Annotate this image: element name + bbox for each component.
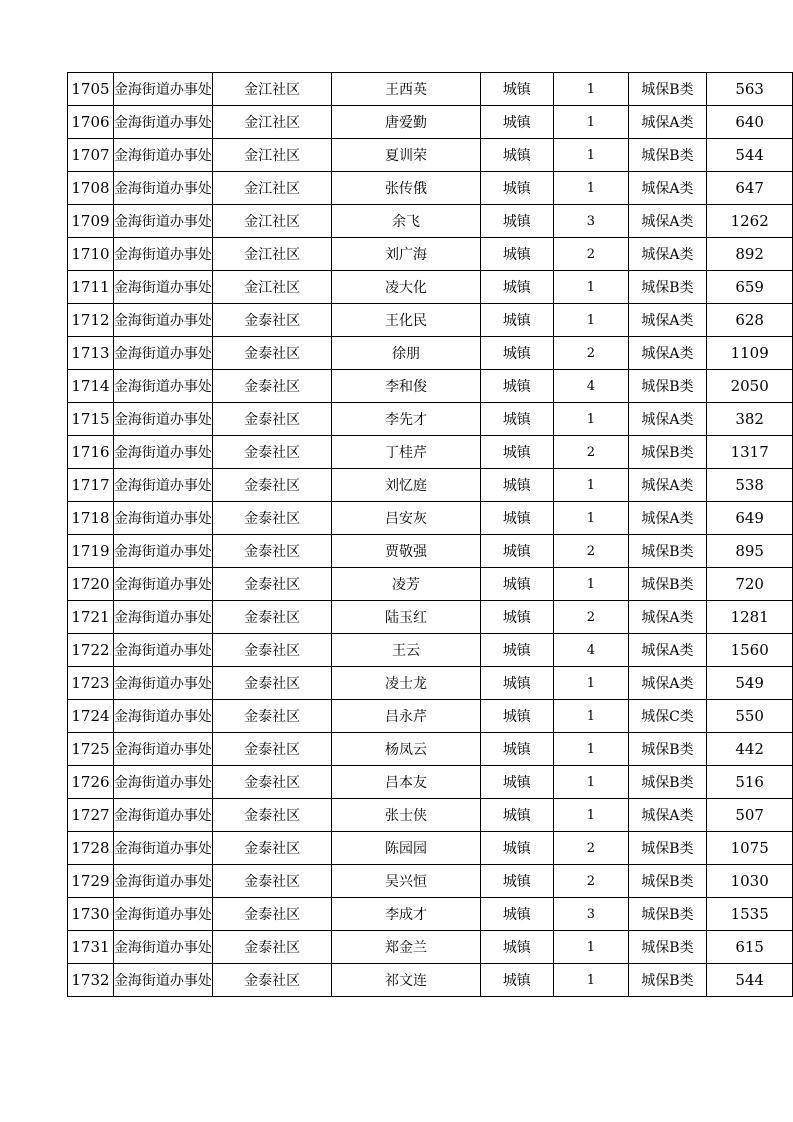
community-cell: 金江社区 <box>212 73 331 106</box>
insurance-category-cell: 城保C类 <box>628 700 707 733</box>
row-number-cell: 1732 <box>68 964 114 997</box>
person-name-cell: 凌芳 <box>332 568 480 601</box>
household-type-cell: 城镇 <box>480 106 554 139</box>
amount-cell: 544 <box>707 964 793 997</box>
member-count-cell: 1 <box>554 469 628 502</box>
person-name-cell: 吕本友 <box>332 766 480 799</box>
member-count-cell: 4 <box>554 634 628 667</box>
row-number-cell: 1717 <box>68 469 114 502</box>
table-row <box>68 733 793 766</box>
person-name-cell: 贾敬强 <box>332 535 480 568</box>
office-cell: 金海街道办事处 <box>113 667 212 700</box>
insurance-category-cell: 城保B类 <box>628 733 707 766</box>
household-type-cell: 城镇 <box>480 271 554 304</box>
community-cell: 金泰社区 <box>212 700 331 733</box>
community-cell: 金泰社区 <box>212 337 331 370</box>
member-count-cell: 1 <box>554 766 628 799</box>
row-number-cell: 1718 <box>68 502 114 535</box>
office-cell: 金海街道办事处 <box>113 73 212 106</box>
office-cell: 金海街道办事处 <box>113 205 212 238</box>
person-name-cell: 夏训荣 <box>332 139 480 172</box>
row-number-cell: 1719 <box>68 535 114 568</box>
row-number-cell: 1720 <box>68 568 114 601</box>
household-type-cell: 城镇 <box>480 898 554 931</box>
household-type-cell: 城镇 <box>480 370 554 403</box>
amount-cell: 895 <box>707 535 793 568</box>
row-number-cell: 1705 <box>68 73 114 106</box>
community-cell: 金泰社区 <box>212 304 331 337</box>
insurance-category-cell: 城保B类 <box>628 832 707 865</box>
community-cell: 金泰社区 <box>212 634 331 667</box>
member-count-cell: 1 <box>554 304 628 337</box>
table-row <box>68 799 793 832</box>
row-number-cell: 1721 <box>68 601 114 634</box>
household-type-cell: 城镇 <box>480 832 554 865</box>
row-number-cell: 1715 <box>68 403 114 436</box>
person-name-cell: 王云 <box>332 634 480 667</box>
person-name-cell: 陆玉红 <box>332 601 480 634</box>
member-count-cell: 1 <box>554 667 628 700</box>
member-count-cell: 2 <box>554 337 628 370</box>
amount-cell: 550 <box>707 700 793 733</box>
row-number-cell: 1731 <box>68 931 114 964</box>
row-number-cell: 1716 <box>68 436 114 469</box>
household-type-cell: 城镇 <box>480 733 554 766</box>
insurance-category-cell: 城保B类 <box>628 139 707 172</box>
row-number-cell: 1726 <box>68 766 114 799</box>
community-cell: 金江社区 <box>212 172 331 205</box>
amount-cell: 1560 <box>707 634 793 667</box>
community-cell: 金泰社区 <box>212 733 331 766</box>
insurance-category-cell: 城保B类 <box>628 535 707 568</box>
amount-cell: 563 <box>707 73 793 106</box>
person-name-cell: 祁文连 <box>332 964 480 997</box>
member-count-cell: 3 <box>554 898 628 931</box>
row-number-cell: 1712 <box>68 304 114 337</box>
row-number-cell: 1707 <box>68 139 114 172</box>
household-type-cell: 城镇 <box>480 931 554 964</box>
table-row <box>68 964 793 997</box>
amount-cell: 516 <box>707 766 793 799</box>
community-cell: 金泰社区 <box>212 370 331 403</box>
person-name-cell: 凌士龙 <box>332 667 480 700</box>
row-number-cell: 1730 <box>68 898 114 931</box>
person-name-cell: 唐爱勤 <box>332 106 480 139</box>
office-cell: 金海街道办事处 <box>113 370 212 403</box>
table-row <box>68 865 793 898</box>
row-number-cell: 1708 <box>68 172 114 205</box>
office-cell: 金海街道办事处 <box>113 964 212 997</box>
office-cell: 金海街道办事处 <box>113 271 212 304</box>
row-number-cell: 1728 <box>68 832 114 865</box>
person-name-cell: 杨凤云 <box>332 733 480 766</box>
member-count-cell: 1 <box>554 73 628 106</box>
row-number-cell: 1722 <box>68 634 114 667</box>
amount-cell: 2050 <box>707 370 793 403</box>
household-type-cell: 城镇 <box>480 403 554 436</box>
row-number-cell: 1723 <box>68 667 114 700</box>
table-row <box>68 700 793 733</box>
household-type-cell: 城镇 <box>480 139 554 172</box>
insurance-category-cell: 城保B类 <box>628 766 707 799</box>
insurance-category-cell: 城保A类 <box>628 469 707 502</box>
member-count-cell: 1 <box>554 700 628 733</box>
household-type-cell: 城镇 <box>480 337 554 370</box>
household-type-cell: 城镇 <box>480 766 554 799</box>
office-cell: 金海街道办事处 <box>113 898 212 931</box>
member-count-cell: 1 <box>554 172 628 205</box>
office-cell: 金海街道办事处 <box>113 238 212 271</box>
insurance-category-cell: 城保B类 <box>628 964 707 997</box>
member-count-cell: 1 <box>554 568 628 601</box>
community-cell: 金泰社区 <box>212 469 331 502</box>
community-cell: 金江社区 <box>212 139 331 172</box>
household-type-cell: 城镇 <box>480 601 554 634</box>
amount-cell: 1075 <box>707 832 793 865</box>
table-row <box>68 403 793 436</box>
office-cell: 金海街道办事处 <box>113 304 212 337</box>
table-row <box>68 502 793 535</box>
office-cell: 金海街道办事处 <box>113 700 212 733</box>
amount-cell: 1535 <box>707 898 793 931</box>
person-name-cell: 余飞 <box>332 205 480 238</box>
office-cell: 金海街道办事处 <box>113 337 212 370</box>
community-cell: 金泰社区 <box>212 502 331 535</box>
amount-cell: 549 <box>707 667 793 700</box>
community-cell: 金泰社区 <box>212 436 331 469</box>
insurance-category-cell: 城保A类 <box>628 304 707 337</box>
table-row <box>68 766 793 799</box>
member-count-cell: 1 <box>554 139 628 172</box>
insurance-category-cell: 城保A类 <box>628 205 707 238</box>
table-row <box>68 832 793 865</box>
amount-cell: 544 <box>707 139 793 172</box>
table-row <box>68 469 793 502</box>
table-row <box>68 436 793 469</box>
member-count-cell: 2 <box>554 601 628 634</box>
person-name-cell: 吕安灰 <box>332 502 480 535</box>
row-number-cell: 1727 <box>68 799 114 832</box>
insurance-category-cell: 城保A类 <box>628 601 707 634</box>
insurance-category-cell: 城保A类 <box>628 238 707 271</box>
row-number-cell: 1714 <box>68 370 114 403</box>
household-type-cell: 城镇 <box>480 865 554 898</box>
amount-cell: 892 <box>707 238 793 271</box>
amount-cell: 442 <box>707 733 793 766</box>
amount-cell: 720 <box>707 568 793 601</box>
table-row <box>68 172 793 205</box>
insurance-category-cell: 城保B类 <box>628 73 707 106</box>
insurance-category-cell: 城保B类 <box>628 898 707 931</box>
person-name-cell: 丁桂芹 <box>332 436 480 469</box>
member-count-cell: 1 <box>554 733 628 766</box>
table-row <box>68 898 793 931</box>
person-name-cell: 徐朋 <box>332 337 480 370</box>
row-number-cell: 1729 <box>68 865 114 898</box>
amount-cell: 628 <box>707 304 793 337</box>
household-type-cell: 城镇 <box>480 799 554 832</box>
member-count-cell: 1 <box>554 931 628 964</box>
insurance-category-cell: 城保A类 <box>628 337 707 370</box>
insurance-category-cell: 城保A类 <box>628 799 707 832</box>
member-count-cell: 2 <box>554 436 628 469</box>
office-cell: 金海街道办事处 <box>113 535 212 568</box>
member-count-cell: 3 <box>554 205 628 238</box>
insurance-category-cell: 城保A类 <box>628 634 707 667</box>
table-row <box>68 535 793 568</box>
insurance-category-cell: 城保A类 <box>628 172 707 205</box>
amount-cell: 1317 <box>707 436 793 469</box>
household-type-cell: 城镇 <box>480 238 554 271</box>
table-row <box>68 106 793 139</box>
office-cell: 金海街道办事处 <box>113 601 212 634</box>
row-number-cell: 1710 <box>68 238 114 271</box>
amount-cell: 1109 <box>707 337 793 370</box>
household-type-cell: 城镇 <box>480 634 554 667</box>
person-name-cell: 刘忆庭 <box>332 469 480 502</box>
table-row <box>68 667 793 700</box>
office-cell: 金海街道办事处 <box>113 172 212 205</box>
member-count-cell: 1 <box>554 271 628 304</box>
office-cell: 金海街道办事处 <box>113 832 212 865</box>
insurance-category-cell: 城保A类 <box>628 403 707 436</box>
community-cell: 金江社区 <box>212 205 331 238</box>
table-row <box>68 370 793 403</box>
member-count-cell: 4 <box>554 370 628 403</box>
office-cell: 金海街道办事处 <box>113 865 212 898</box>
insurance-category-cell: 城保A类 <box>628 667 707 700</box>
community-cell: 金泰社区 <box>212 568 331 601</box>
member-count-cell: 1 <box>554 106 628 139</box>
table-row <box>68 601 793 634</box>
community-cell: 金泰社区 <box>212 931 331 964</box>
insurance-category-cell: 城保B类 <box>628 568 707 601</box>
person-name-cell: 张士侠 <box>332 799 480 832</box>
member-count-cell: 2 <box>554 535 628 568</box>
person-name-cell: 王西英 <box>332 73 480 106</box>
row-number-cell: 1709 <box>68 205 114 238</box>
office-cell: 金海街道办事处 <box>113 403 212 436</box>
household-type-cell: 城镇 <box>480 73 554 106</box>
insurance-category-cell: 城保B类 <box>628 436 707 469</box>
person-name-cell: 郑金兰 <box>332 931 480 964</box>
amount-cell: 382 <box>707 403 793 436</box>
table-row <box>68 139 793 172</box>
amount-cell: 538 <box>707 469 793 502</box>
amount-cell: 640 <box>707 106 793 139</box>
amount-cell: 659 <box>707 271 793 304</box>
row-number-cell: 1713 <box>68 337 114 370</box>
insurance-category-cell: 城保B类 <box>628 271 707 304</box>
person-name-cell: 刘广海 <box>332 238 480 271</box>
community-cell: 金江社区 <box>212 271 331 304</box>
assistance-table <box>67 72 793 997</box>
person-name-cell: 李和俊 <box>332 370 480 403</box>
amount-cell: 507 <box>707 799 793 832</box>
community-cell: 金泰社区 <box>212 601 331 634</box>
community-cell: 金泰社区 <box>212 832 331 865</box>
table-row <box>68 634 793 667</box>
row-number-cell: 1711 <box>68 271 114 304</box>
person-name-cell: 凌大化 <box>332 271 480 304</box>
community-cell: 金江社区 <box>212 106 331 139</box>
row-number-cell: 1706 <box>68 106 114 139</box>
table-row <box>68 205 793 238</box>
community-cell: 金泰社区 <box>212 535 331 568</box>
household-type-cell: 城镇 <box>480 436 554 469</box>
member-count-cell: 1 <box>554 403 628 436</box>
amount-cell: 1281 <box>707 601 793 634</box>
insurance-category-cell: 城保A类 <box>628 106 707 139</box>
member-count-cell: 2 <box>554 238 628 271</box>
member-count-cell: 2 <box>554 832 628 865</box>
office-cell: 金海街道办事处 <box>113 799 212 832</box>
amount-cell: 649 <box>707 502 793 535</box>
household-type-cell: 城镇 <box>480 205 554 238</box>
amount-cell: 1262 <box>707 205 793 238</box>
office-cell: 金海街道办事处 <box>113 634 212 667</box>
office-cell: 金海街道办事处 <box>113 106 212 139</box>
household-type-cell: 城镇 <box>480 964 554 997</box>
household-type-cell: 城镇 <box>480 304 554 337</box>
household-type-cell: 城镇 <box>480 172 554 205</box>
community-cell: 金江社区 <box>212 238 331 271</box>
member-count-cell: 1 <box>554 799 628 832</box>
table-row <box>68 238 793 271</box>
amount-cell: 1030 <box>707 865 793 898</box>
community-cell: 金泰社区 <box>212 799 331 832</box>
office-cell: 金海街道办事处 <box>113 139 212 172</box>
office-cell: 金海街道办事处 <box>113 931 212 964</box>
table-row <box>68 931 793 964</box>
community-cell: 金泰社区 <box>212 667 331 700</box>
member-count-cell: 1 <box>554 964 628 997</box>
person-name-cell: 吕永芹 <box>332 700 480 733</box>
office-cell: 金海街道办事处 <box>113 568 212 601</box>
member-count-cell: 2 <box>554 865 628 898</box>
household-type-cell: 城镇 <box>480 469 554 502</box>
household-type-cell: 城镇 <box>480 667 554 700</box>
table-row <box>68 304 793 337</box>
office-cell: 金海街道办事处 <box>113 733 212 766</box>
office-cell: 金海街道办事处 <box>113 436 212 469</box>
insurance-category-cell: 城保B类 <box>628 865 707 898</box>
person-name-cell: 李成才 <box>332 898 480 931</box>
row-number-cell: 1725 <box>68 733 114 766</box>
household-type-cell: 城镇 <box>480 568 554 601</box>
table-row <box>68 271 793 304</box>
community-cell: 金泰社区 <box>212 403 331 436</box>
insurance-category-cell: 城保B类 <box>628 931 707 964</box>
table-row <box>68 568 793 601</box>
member-count-cell: 1 <box>554 502 628 535</box>
office-cell: 金海街道办事处 <box>113 502 212 535</box>
household-type-cell: 城镇 <box>480 502 554 535</box>
row-number-cell: 1724 <box>68 700 114 733</box>
insurance-category-cell: 城保A类 <box>628 502 707 535</box>
amount-cell: 615 <box>707 931 793 964</box>
community-cell: 金泰社区 <box>212 865 331 898</box>
insurance-category-cell: 城保B类 <box>628 370 707 403</box>
person-name-cell: 李先才 <box>332 403 480 436</box>
table-body <box>68 73 793 997</box>
person-name-cell: 张传俄 <box>332 172 480 205</box>
table-row <box>68 337 793 370</box>
office-cell: 金海街道办事处 <box>113 766 212 799</box>
person-name-cell: 陈园园 <box>332 832 480 865</box>
table-row <box>68 73 793 106</box>
community-cell: 金泰社区 <box>212 766 331 799</box>
community-cell: 金泰社区 <box>212 898 331 931</box>
household-type-cell: 城镇 <box>480 535 554 568</box>
amount-cell: 647 <box>707 172 793 205</box>
person-name-cell: 王化民 <box>332 304 480 337</box>
office-cell: 金海街道办事处 <box>113 469 212 502</box>
person-name-cell: 吴兴恒 <box>332 865 480 898</box>
household-type-cell: 城镇 <box>480 700 554 733</box>
community-cell: 金泰社区 <box>212 964 331 997</box>
